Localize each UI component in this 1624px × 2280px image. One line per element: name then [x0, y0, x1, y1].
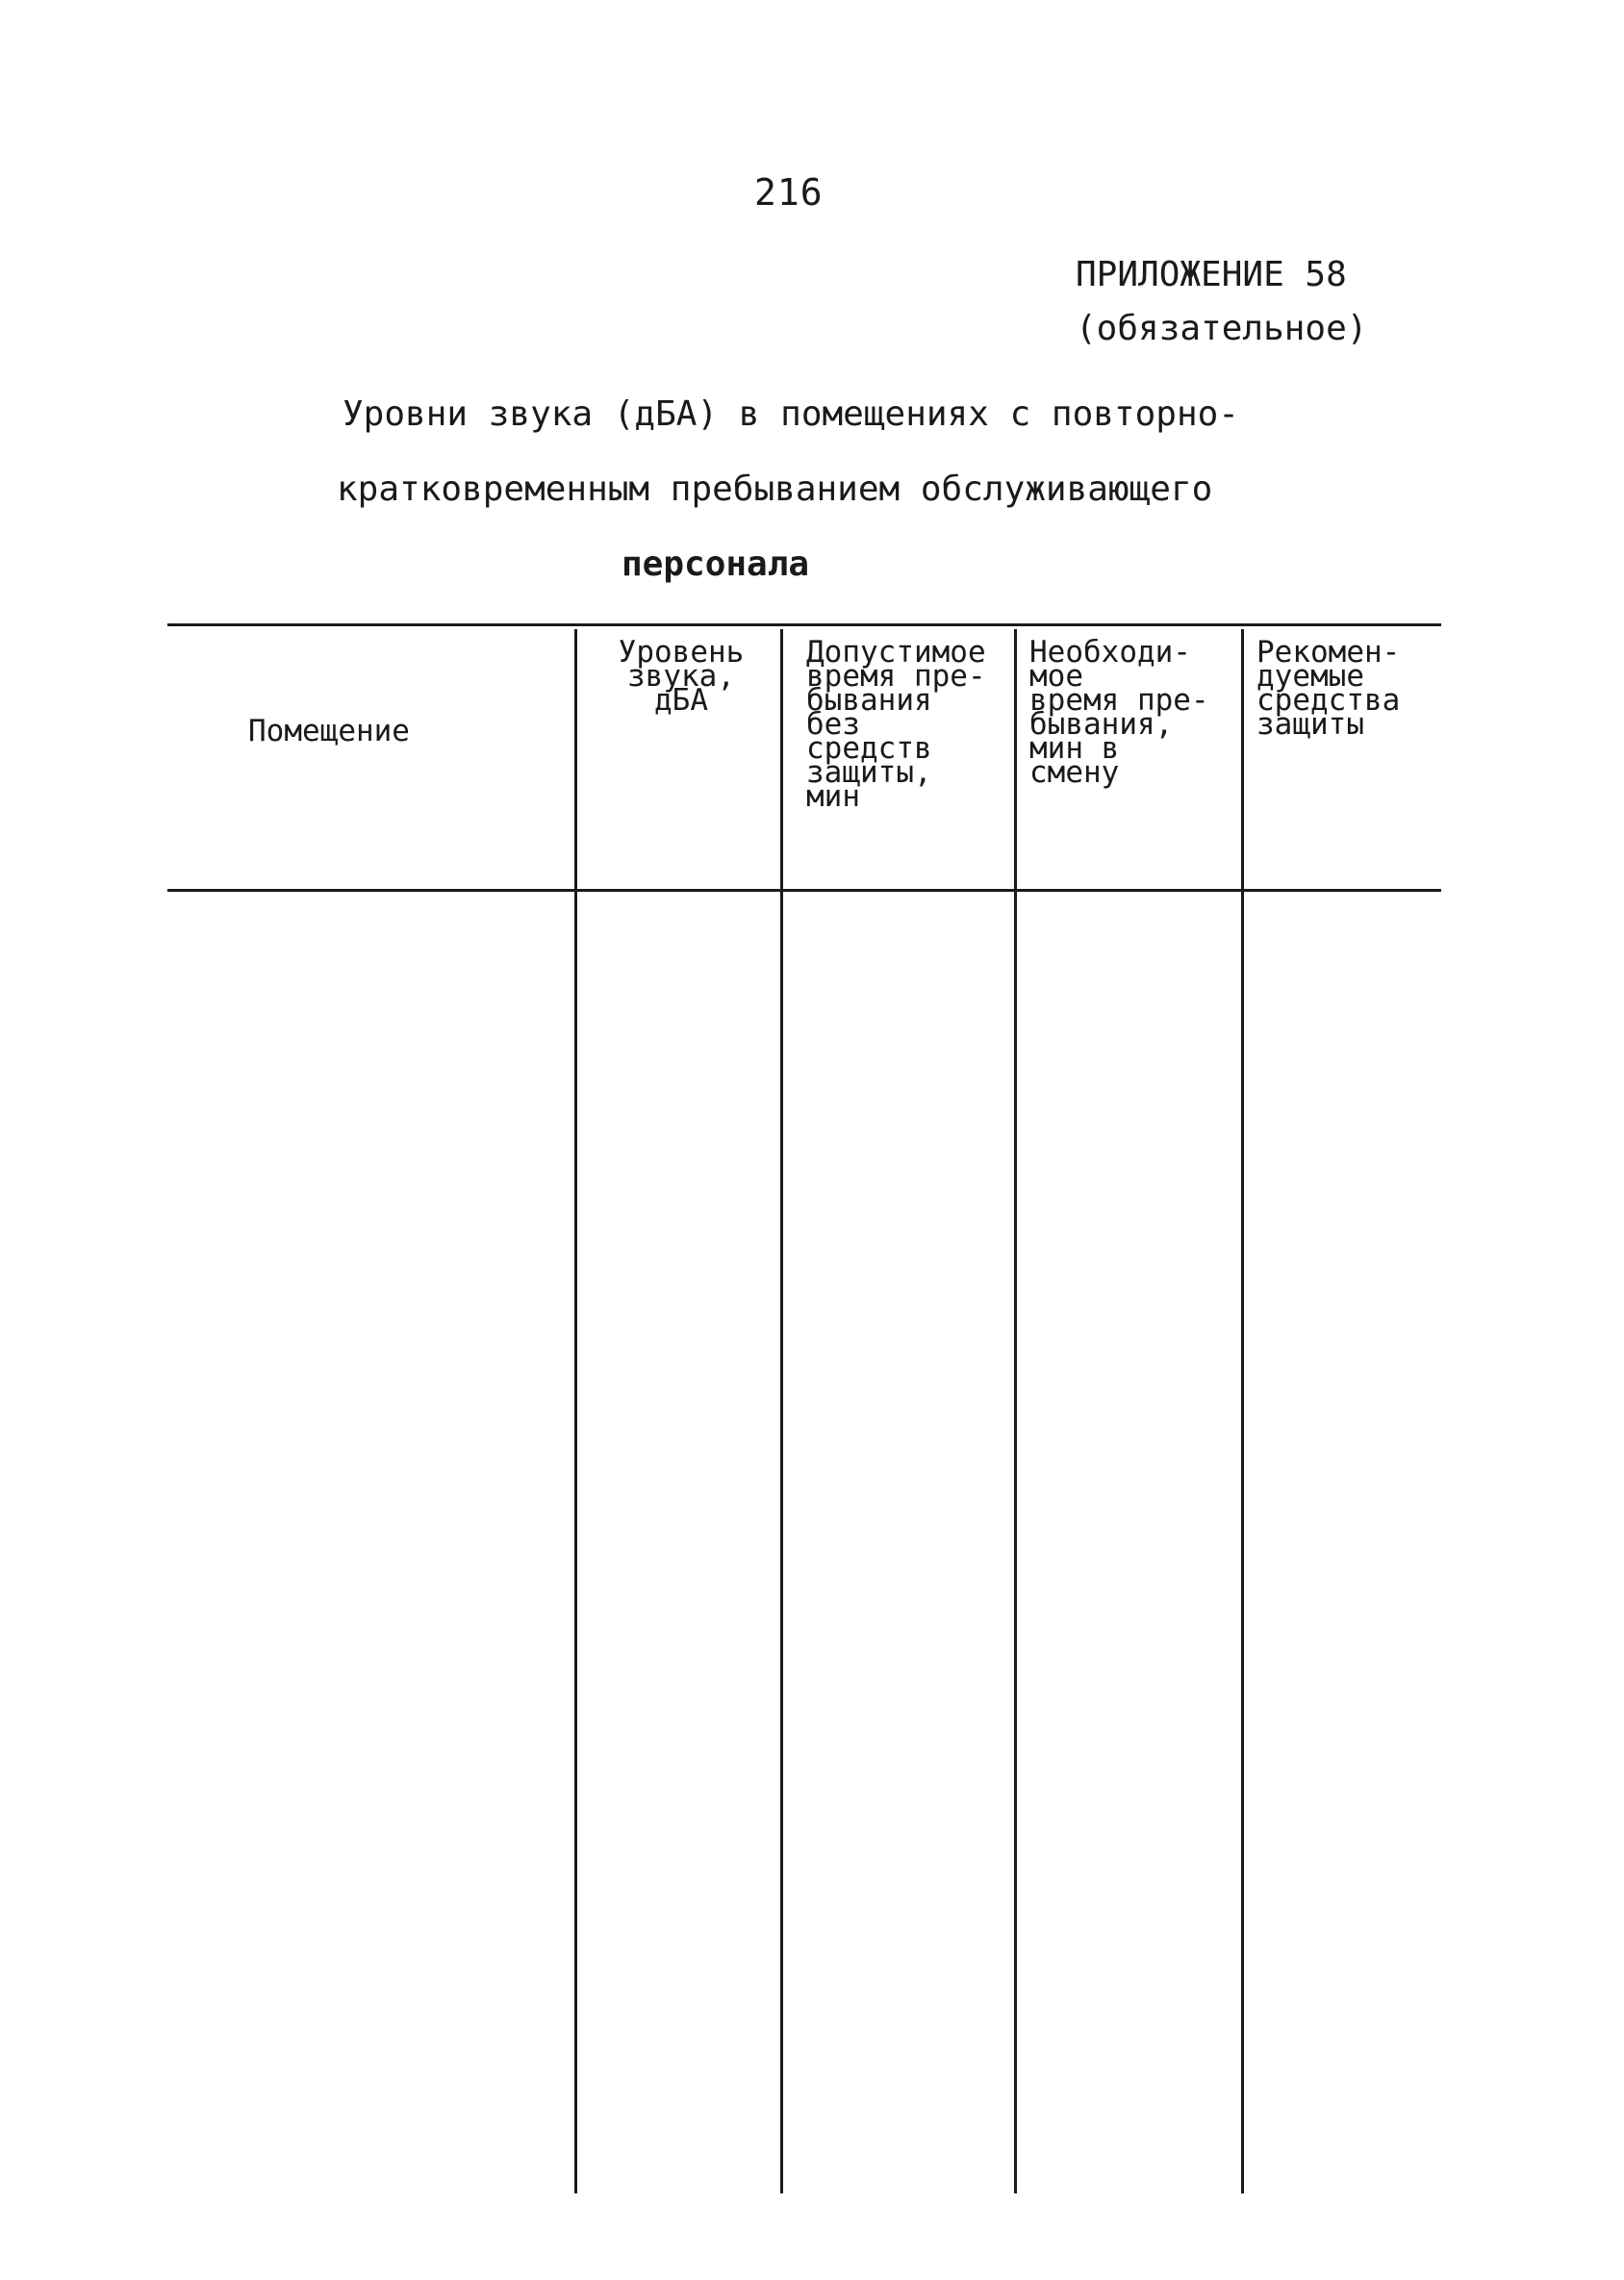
header-protection-means: Рекомен- дуемые средства защиты: [1256, 635, 1401, 742]
title-line-3: персонала: [622, 545, 810, 584]
header-permissible-time: Допустимое время пре- бывания без средств защиты, мин: [806, 635, 986, 814]
header-sound-level: Уровень звука, дБА: [618, 635, 745, 718]
table-top-rule: [167, 623, 1441, 626]
appendix-label: ПРИЛОЖЕНИЕ 58: [1076, 255, 1347, 294]
table-header-rule: [167, 889, 1441, 892]
title-line-2: кратковременным пребыванием обслуживающего: [337, 469, 1213, 509]
appendix-status: (обязательное): [1076, 309, 1368, 348]
title-line-1: Уровни звука (дБА) в помещениях с повторно-: [343, 394, 1239, 434]
page-number: 216: [754, 171, 824, 214]
header-room: Помещение: [248, 714, 410, 748]
header-required-time: Необходи- мое время пре- бывания, мин в смену: [1029, 635, 1209, 790]
column-divider-3: [1014, 629, 1017, 2193]
column-divider-4: [1241, 629, 1244, 2193]
column-divider-2: [780, 629, 783, 2193]
column-divider-1: [574, 629, 577, 2193]
